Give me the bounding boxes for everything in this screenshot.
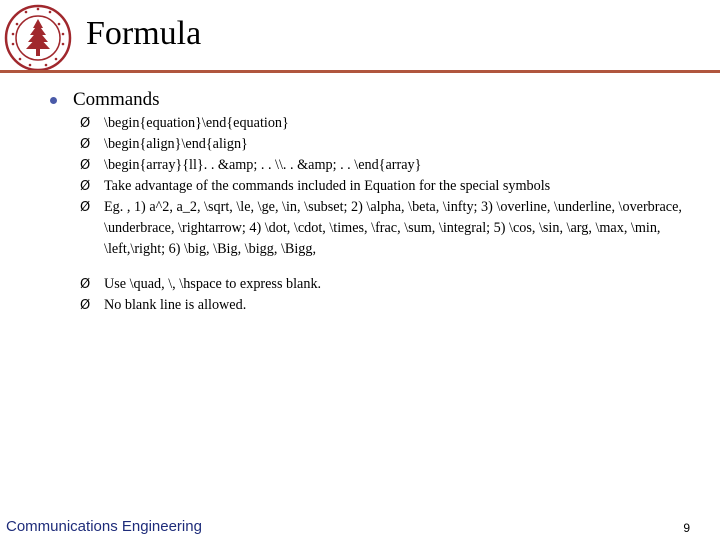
footer-course-name: Communications Engineering	[6, 518, 202, 535]
arrow-bullet-icon: Ø	[80, 137, 91, 152]
list-item-text: No blank line is allowed.	[104, 297, 247, 313]
list-item	[80, 176, 710, 197]
list-item-text: Eg. , 1) a^2, a_2, \sqrt, \le, \ge, \in, \subset; 2) \alpha, \beta, \infty; 3) \overline, \underline, \overbrace, \underbrace, \rightarrow; 4) \dot, \cdot, \times, \frac, \sum, \integral; 5) \cos, \sin, \arg, \max, \min, \left,\right; 6) \big, \Big, \bigg, \Bigg,	[104, 199, 682, 257]
slide-title: Formula	[86, 15, 202, 52]
arrow-bullet-icon: Ø	[80, 298, 91, 313]
arrow-bullet-icon: Ø	[80, 179, 91, 194]
list-item-text: \begin{array}{ll}. . &amp; . . \\. . &amp; . . \end{array}	[104, 157, 422, 173]
list-item	[80, 274, 710, 295]
command-list	[80, 113, 710, 260]
list-item-text: \begin{align}\end{align}	[104, 136, 248, 152]
page-number: 9	[683, 521, 690, 535]
bullet-dot-icon	[50, 97, 57, 104]
arrow-bullet-icon: Ø	[80, 158, 91, 173]
list-item-text: \begin{equation}\end{equation}	[104, 115, 289, 131]
list-item-text: Take advantage of the commands included in Equation for the special symbols	[104, 178, 551, 194]
university-logo	[4, 4, 72, 72]
list-item-text: Use \quad, \, \hspace to express blank.	[104, 276, 322, 292]
list-item	[80, 134, 710, 155]
list-item	[80, 113, 710, 134]
list-item	[80, 295, 710, 316]
main-bullet-text: Commands	[73, 89, 160, 110]
list-item	[80, 155, 710, 176]
arrow-bullet-icon: Ø	[80, 200, 91, 215]
title-divider	[0, 70, 720, 73]
arrow-bullet-icon: Ø	[80, 277, 91, 292]
arrow-bullet-icon: Ø	[80, 116, 91, 131]
list-item	[80, 197, 710, 260]
main-bullet	[46, 88, 160, 112]
note-list	[80, 274, 710, 316]
